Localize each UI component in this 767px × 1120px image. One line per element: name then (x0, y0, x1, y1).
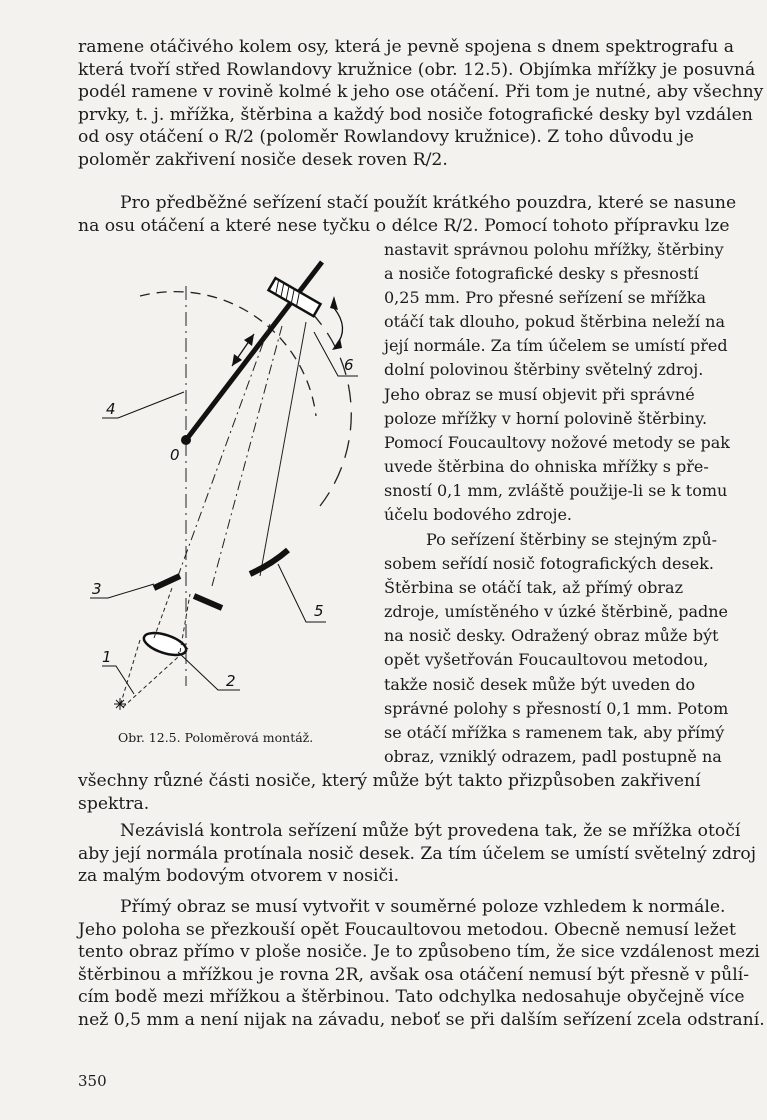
paragraph-independent-check (78, 820, 757, 888)
lens-cone (180, 594, 190, 652)
paragraph-direct-image (78, 896, 765, 1032)
text-line: Přímý obraz se musí vytvořit v souměrné poloze vzhledem k normále. (120, 897, 726, 917)
text-line: na nosič desky. Odražený obraz může být (384, 626, 719, 646)
rowland-circle-arc-right (310, 311, 351, 506)
text-line: spektra. (78, 793, 150, 814)
text-line: správné polohy s přesností 0,1 mm. Potom (384, 698, 729, 718)
text-line: podél ramene v rovině kolmé k jeho ose otáčení. Při tom je nutné, aby všechny (78, 82, 764, 103)
photographic-plate-holder (250, 550, 288, 574)
slit-jaw-right (194, 596, 222, 608)
text-line: všechny různé části nosiče, který může být takto přizpůsoben zakřivení (78, 771, 701, 791)
text-line: 0,25 mm. Pro přesné seřízení se mřížka (384, 288, 707, 308)
leader-line-1 (102, 666, 134, 694)
text-line: štěrbinou a mřížkou je rovna 2R, avšak osa otáčení nemusí být přesně v půlí- (78, 964, 750, 985)
rotation-axis-point (181, 435, 191, 445)
lens-cone (122, 648, 188, 708)
text-line: cím bodě mezi mřížkou a štěrbinou. Tato odchylka nedosahuje obyčejně více (78, 987, 745, 1008)
label-2: 2 (226, 672, 236, 690)
text-line: tento obraz přímo v ploše nosiče. Je to způsobeno tím, že sice vzdálenost mezi (78, 942, 760, 963)
text-line: dolní polovinou štěrbiny světelný zdroj. (384, 360, 704, 380)
rowland-mounting-diagram (82, 246, 378, 746)
text-line: obraz, vzniklý odrazem, padl postupně na (384, 746, 722, 766)
text-line: účelu bodového zdroje. (384, 505, 572, 525)
paragraph-preliminary-continued (384, 238, 730, 527)
figure-caption: Obr. 12.5. Poloměrová montáž. (118, 730, 314, 745)
text-line: Nezávislá kontrola seřízení může být provedena tak, že se mřížka otočí (120, 821, 741, 841)
light-ray (212, 326, 282, 586)
text-line: otáčí tak dlouho, pokud štěrbina neleží na (384, 312, 726, 332)
text-line: Štěrbina se otáčí tak, až přímý obraz (384, 578, 684, 598)
light-ray (178, 324, 270, 576)
rotation-arrowhead-top (330, 296, 338, 310)
text-line: která tvoří střed Rowlandovy kružnice (obr. 12.5). Objímka mřížky je posuvná (78, 59, 756, 80)
label-1: 1 (102, 648, 112, 666)
lens-cone (120, 640, 140, 706)
text-line: Pomocí Foucaultovy nožové metody se pak (384, 432, 730, 452)
text-line: a nosiče fotografické desky s přesností (384, 264, 699, 284)
text-line: aby její normála protínala nosič desek. Za tím účelem se umístí světelný zdroj (78, 843, 757, 864)
text-line: prvky, t. j. mřížka, štěrbina a každý bod nosiče fotografické desky byl vzdálen (78, 104, 753, 125)
text-line: nastavit správnou polohu mřížky, štěrbiny (384, 240, 724, 259)
text-line: zdroje, umístěného v úzké štěrbině, padne (384, 602, 729, 622)
light-ray (260, 322, 306, 576)
label-3: 3 (92, 580, 102, 598)
text-line: poloměr zakřivení nosiče desek roven R/2. (78, 149, 448, 170)
text-line: od osy otáčení o R/2 (poloměr Rowlandovy kružnice). Z toho důvodu je (78, 127, 694, 148)
rotating-arm (186, 262, 322, 440)
text-line: poloze mřížky v horní polovině štěrbiny. (384, 408, 708, 428)
text-line: opět vyšetřován Foucaultovou metodou, (384, 650, 709, 670)
light-source-icon (114, 698, 126, 710)
arm-arrowhead-upper (244, 334, 254, 346)
diffraction-grating (268, 278, 320, 316)
text-line: Po seřízení štěrbiny se stejným způ- (426, 530, 718, 549)
text-line: se otáčí mřížka s ramenem tak, aby přímý (384, 722, 725, 742)
slit-jaw-left (154, 576, 180, 588)
label-5: 5 (314, 602, 324, 620)
text-line: uvede štěrbina do ohniska mřížky s pře- (384, 456, 709, 476)
paragraph-rowland-circle (78, 36, 764, 172)
arm-arrowhead-lower (232, 354, 242, 366)
text-line: její normále. Za tím účelem se umístí před (384, 336, 728, 356)
page-number: 350 (78, 1072, 107, 1090)
text-line: Pro předběžné seřízení stačí použít krátkého pouzdra, které se nasune (120, 193, 737, 213)
lens-cone (154, 588, 172, 638)
text-line: Jeho obraz se musí objevit při správné (384, 384, 695, 404)
paragraph-plate-holder-adjustment (384, 528, 730, 769)
label-0: 0 (170, 446, 180, 464)
text-line: sobem seřídí nosič fotografických desek. (384, 554, 714, 574)
text-line: za malým bodovým otvorem v nosiči. (78, 866, 400, 887)
text-line: ramene otáčivého kolem osy, která je pevně spojena s dnem spektrografu a (78, 37, 734, 57)
text-line: takže nosič desek může být uveden do (384, 674, 696, 694)
paragraph-plate-holder-continued (78, 770, 730, 815)
text-line: Jeho poloha se přezkouší opět Foucaultovou metodou. Obecně nemusí ležet (78, 919, 736, 940)
label-4: 4 (106, 400, 116, 418)
text-line: na osu otáčení a které nese tyčku o délce R/2. Pomocí tohoto přípravku lze (78, 215, 730, 236)
text-line: než 0,5 mm a není nijak na závadu, neboť se při dalším seřízení zcela odstraní. (78, 1009, 765, 1030)
label-6: 6 (344, 356, 354, 374)
grating-rotation-arrow (334, 308, 343, 346)
paragraph-preliminary-adjustment (78, 192, 737, 237)
rowland-circle-arc (140, 292, 316, 416)
text-line: sností 0,1 mm, zvláště použije-li se k tomu (384, 480, 728, 500)
